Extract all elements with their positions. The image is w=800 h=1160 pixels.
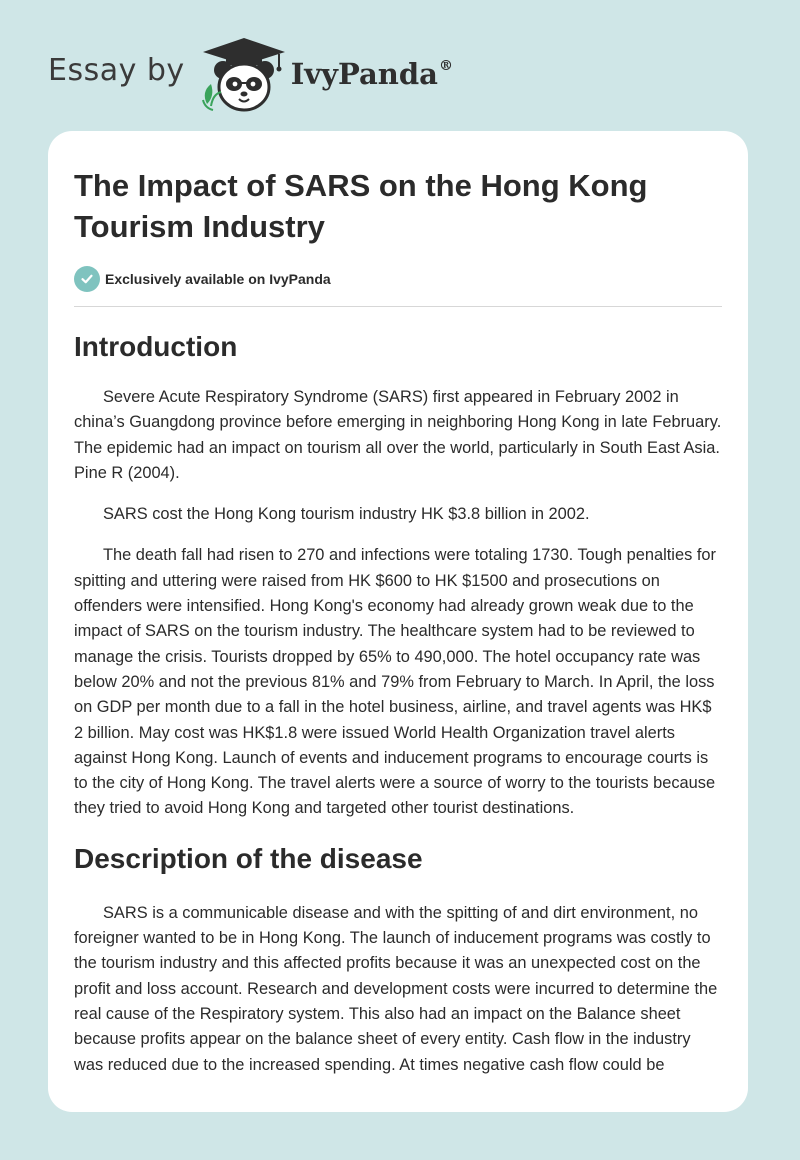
brand-prefix: Essay by <box>48 52 185 88</box>
article-card <box>48 131 748 1112</box>
page-title: The Impact of SARS on the Hong Kong Tourism Industry <box>74 168 648 244</box>
badge-label: Exclusively available on IvyPanda <box>105 271 331 287</box>
brand-header[interactable] <box>48 34 453 114</box>
divider <box>74 306 722 307</box>
brand-name: IvyPanda® <box>290 57 453 91</box>
paragraph: Severe Acute Respiratory Syndrome (SARS) first appeared in February 2002 in china’s Guangdong province before emerging in neighboring Hong Kong in late February. The epidemic had an impact on tourism all over the world, particularly in South East Asia. Pine R (2004). <box>74 388 722 482</box>
panda-graduate-icon <box>199 34 289 114</box>
paragraph: The death fall had risen to 270 and infections were totaling 1730. Tough penalties for spitting and uttering were raised from HK $600 to HK $1500 and prosecutions on offenders were intensified. Hong Kong's economy had already grown weak due to the impact of SARS on the tourism industry. The healthcare system had to be reviewed to manage the crisis. Tourists dropped by 65% to 490,000. The hotel occupancy rate was below 20% and not the previous 81% and 79% from February to March. In April, the loss on GDP per month due to a fall in the hotel business, airline, and travel agents was HK$ 2 billion. May cost was HK$1.8 were issued World Health Organization travel alerts against Hong Kong. Launch of events and inducement programs to encourage courts is to the city of Hong Kong. The travel alerts were a source of worry to the tourists because they tried to avoid Hong Kong and targeted other tourist destinations. <box>74 546 716 818</box>
paragraph: SARS cost the Hong Kong tourism industry HK $3.8 billion in 2002. <box>103 505 590 524</box>
paragraph: SARS is a communicable disease and with the spitting of and dirt environment, no foreigner wanted to be in Hong Kong. The launch of inducement programs was costly to the tourism industry and this affected profits because it was an unexpected cost on the profit and loss account. Research and development costs were incurred to determine the real cause of the Respiratory system. This also had an impact on the Balance sheet because profits appear on the balance sheet of every entity. Cash flow in the industry was reduced due to the increased spending. At times negative cash flow could be <box>74 903 718 1074</box>
section-heading-description: Description of the disease <box>74 842 423 874</box>
section-heading-introduction: Introduction <box>74 331 238 362</box>
exclusive-badge <box>74 266 722 292</box>
check-circle-icon <box>74 266 100 292</box>
